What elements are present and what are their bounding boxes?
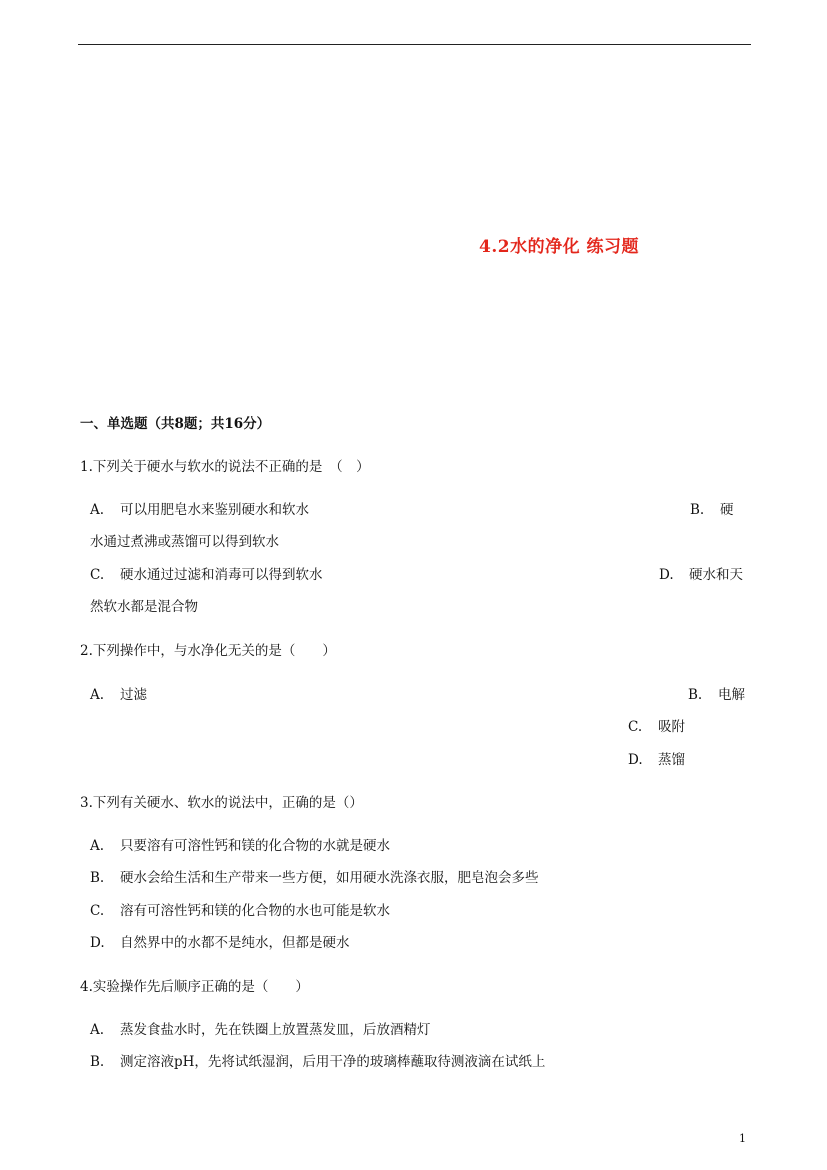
option-letter: A. — [90, 502, 105, 518]
option-letter: B. — [690, 502, 705, 518]
question-1-option-a[interactable] — [90, 498, 309, 518]
question-1-stem: 1.下列关于硬水与软水的说法不正确的是 （ ） — [80, 459, 370, 475]
page-number: 1 — [739, 1132, 746, 1145]
option-letter: A. — [90, 1022, 105, 1038]
question-3-option-c[interactable] — [90, 899, 390, 919]
option-text: 蒸馏 — [658, 752, 685, 768]
option-text: 硬水和天 — [689, 567, 743, 583]
option-letter: B. — [90, 870, 105, 886]
option-letter: C. — [90, 567, 105, 583]
option-text: 吸附 — [658, 719, 685, 735]
option-text: 溶有可溶性钙和镁的化合物的水也可能是软水 — [120, 903, 390, 919]
question-1-option-b[interactable] — [690, 498, 734, 518]
option-text: 电解 — [718, 687, 745, 703]
question-4-option-a[interactable] — [90, 1018, 431, 1038]
header-rule — [78, 44, 751, 45]
option-letter: C. — [90, 903, 105, 919]
option-letter: A. — [90, 687, 105, 703]
question-1-option-b-continued: 水通过煮沸或蒸馏可以得到软水 — [90, 534, 279, 550]
option-text: 蒸发食盐水时，先在铁圈上放置蒸发皿，后放酒精灯 — [120, 1022, 431, 1038]
option-letter: D. — [659, 567, 674, 583]
option-text: 过滤 — [120, 687, 147, 703]
option-text: 硬水通过过滤和消毒可以得到软水 — [120, 567, 323, 583]
option-letter: B. — [688, 687, 703, 703]
question-2-option-c[interactable] — [628, 715, 685, 735]
document-title: 4.2水的净化 练习题 — [479, 237, 639, 257]
option-text: 自然界中的水都不是纯水，但都是硬水 — [120, 935, 350, 951]
question-2-option-b[interactable] — [688, 683, 745, 703]
option-letter: C. — [628, 719, 643, 735]
question-2-option-a[interactable] — [90, 683, 147, 703]
question-1-option-c[interactable] — [90, 563, 323, 583]
question-3-option-a[interactable] — [90, 834, 390, 854]
option-text: 只要溶有可溶性钙和镁的化合物的水就是硬水 — [120, 838, 390, 854]
question-3-option-b[interactable] — [90, 866, 539, 886]
question-2-option-d[interactable] — [628, 748, 685, 768]
question-1-option-d[interactable] — [659, 563, 743, 583]
option-text: 硬水会给生活和生产带来一些方便，如用硬水洗涤衣服，肥皂泡会多些 — [120, 870, 539, 886]
question-2-stem: 2.下列操作中，与水净化无关的是（ ） — [80, 643, 336, 659]
question-4-stem: 4.实验操作先后顺序正确的是（ ） — [80, 979, 309, 995]
option-letter: B. — [90, 1054, 105, 1070]
question-1-option-d-continued: 然软水都是混合物 — [90, 599, 198, 615]
option-letter: D. — [628, 752, 643, 768]
question-3-stem: 3.下列有关硬水、软水的说法中，正确的是（） — [80, 795, 363, 811]
option-letter: A. — [90, 838, 105, 854]
option-text: 硬 — [720, 502, 734, 518]
option-letter: D. — [90, 935, 105, 951]
section-heading: 一、单选题（共8题；共16分） — [80, 416, 271, 432]
option-text: 测定溶液pH，先将试纸湿润，后用干净的玻璃棒蘸取待测液滴在试纸上 — [120, 1054, 546, 1070]
question-4-option-b[interactable] — [90, 1050, 545, 1070]
option-text: 可以用肥皂水来鉴别硬水和软水 — [120, 502, 309, 518]
question-3-option-d[interactable] — [90, 931, 350, 951]
